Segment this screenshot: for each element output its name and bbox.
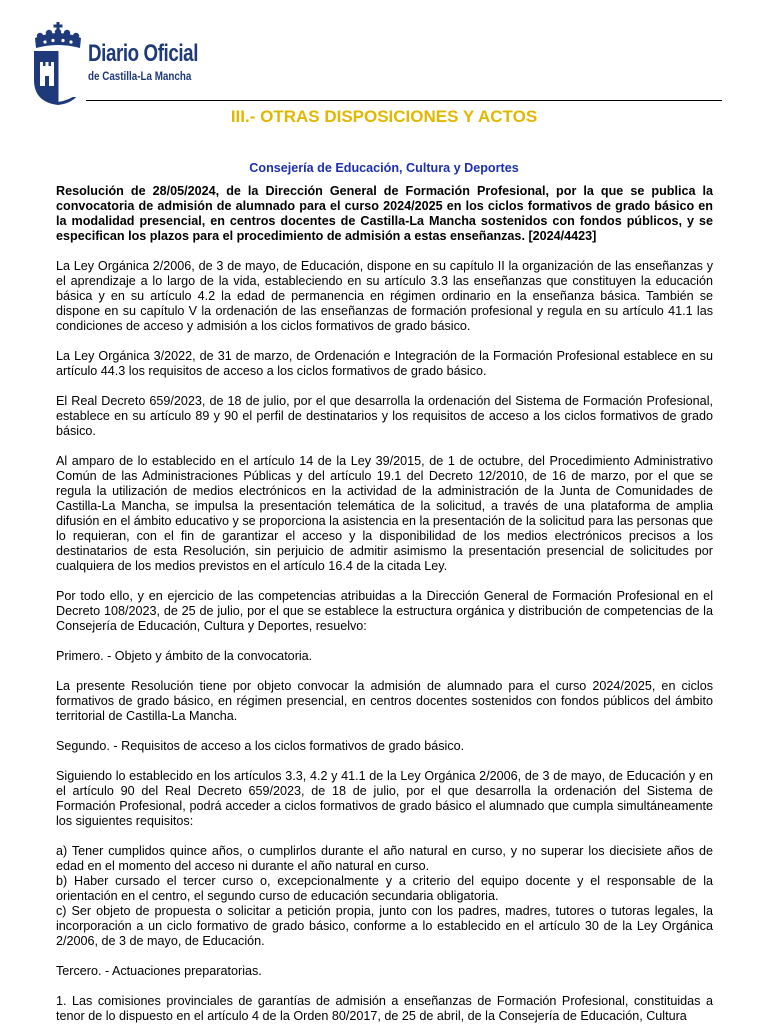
page-header — [0, 0, 768, 110]
requirement-item: a) Tener cumplidos quince años, o cumplirlos durante el año natural en curso, y no superar los diecisiete años de edad en el momento del acceso ni durante el año natural en curso. — [56, 844, 713, 873]
paragraph: Por todo ello, y en ejercicio de las competencias atribuidas a la Dirección General de Formación Profesional en el Decreto 108/2023, de 25 de julio, por el que se establece la estructura orgánica y distribución de competencias de la Consejería de Educación, Cultura y Deportes, resuelvo: — [56, 589, 713, 633]
paragraph: La Ley Orgánica 3/2022, de 31 de marzo, de Ordenación e Integración de la Formación Profesional establece en su artículo 44.3 los requisitos de acceso a los ciclos formativos de grado básico. — [56, 349, 713, 378]
paragraph: Al amparo de lo establecido en el artículo 14 de la Ley 39/2015, de 1 de octubre, del Procedimiento Administrativo Común de las Administraciones Públicas y del artículo 19.1 del Decreto 12/2010, de 16 de marzo, por el que se regula la utilización de medios electrónicos en la actividad de la administración de la Junta de Comunidades de Castilla-La Mancha, se impulsa la presentación telemática de la solicitud, a través de una plataforma de amplia difusión en el ámbito educativo y se proporciona la asistencia en la presentación de la solicitud para las personas que lo requieran, con el fin de garantizar el acceso y la disponibilidad de los medios electrónicos precisos a los destinatarios de esta Resolución, sin perjuicio de admitir asimismo la presentación presencial de solicitudes por cualquiera de los medios previstos en el artículo 16.4 de la citada Ley. — [56, 454, 713, 573]
paragraph: La presente Resolución tiene por objeto convocar la admisión de alumnado para el curso 2024/2025, en ciclos formativos de grado básico, en régimen presencial, en centros docentes sostenidos con fondos públicos del ámbito territorial de Castilla-La Mancha. — [56, 679, 713, 723]
paragraph: 1. Las comisiones provinciales de garantías de admisión a enseñanzas de Formación Profesional, constituidas a tenor de lo dispuesto en el artículo 4 de la Orden 80/2017, de 25 de abril, de la Consejería de Educación, Cultura — [56, 994, 713, 1023]
resolution-title: Resolución de 28/05/2024, de la Dirección General de Formación Profesional, por la que se publica la convocatoria de admisión de alumnado para el curso 2024/2025 en los ciclos formativos de grado básico en la modalidad presencial, en centros docentes de Castilla-La Mancha sostenidos con fondos públicos, y se especifican los plazos para el procedimiento de admisión a estas enseñanzas. [2024/4423] — [56, 184, 713, 243]
logo-subtitle: de Castilla-La Mancha — [88, 69, 192, 83]
header-divider — [86, 100, 722, 101]
requirement-item: b) Haber cursado el tercer curso o, excepcionalmente y a criterio del equipo docente y el responsable de la orientación en el centro, el segundo curso de educación secundaria obligatoria. — [56, 874, 713, 903]
logo-title: Diario Oficial — [88, 40, 199, 67]
document-body — [56, 184, 713, 1024]
article-heading-primero: Primero. - Objeto y ámbito de la convocatoria. — [56, 649, 313, 663]
paragraph: El Real Decreto 659/2023, de 18 de julio, por el que desarrolla la ordenación del Sistema de Formación Profesional, establece en su artículo 89 y 90 el perfil de destinatarios y los requisitos de acceso a los ciclos formativos de grado básico. — [56, 394, 713, 438]
section-title: III.- OTRAS DISPOSICIONES Y ACTOS — [230, 107, 538, 126]
paragraph: La Ley Orgánica 2/2006, de 3 de mayo, de Educación, dispone en su capítulo II la organización de las enseñanzas y el aprendizaje a lo largo de la vida, estableciendo en su artículo 3.3 las enseñanzas que constituyen la educación básica y en su artículo 4.2 la edad de permanencia en régimen ordinario en la enseñanza básica. También se dispone en su capítulo V la ordenación de las enseñanzas de formación profesional y regula en su artículo 41.1 las condiciones de acceso y admisión a los ciclos formativos de grado básico. — [56, 259, 713, 333]
department-heading: Consejería de Educación, Cultura y Deportes — [249, 161, 519, 175]
paragraph: Siguiendo lo establecido en los artículos 3.3, 4.2 y 41.1 de la Ley Orgánica 2/2006, de 3 de mayo, de Educación y en el artículo 90 del Real Decreto 659/2023, de 18 de julio, por el que desarrolla la ordenación del Sistema de Formación Profesional, podrá acceder a ciclos formativos de grado básico el alumnado que cumpla simultáneamente los siguientes requisitos: — [56, 769, 713, 828]
article-heading-tercero: Tercero. - Actuaciones preparatorias. — [56, 964, 262, 978]
article-heading-segundo: Segundo. - Requisitos de acceso a los ciclos formativos de grado básico. — [56, 739, 465, 753]
requirement-item: c) Ser objeto de propuesta o solicitar a petición propia, junto con los padres, madres, tutores o tutoras legales, la incorporación a un ciclo formativo de grado básico, conforme a lo establecido en el artículo 30 de la Ley Orgánica 2/2006, de 3 de mayo, de Educación. — [56, 904, 713, 948]
castilla-la-mancha-crest-icon — [31, 22, 85, 106]
